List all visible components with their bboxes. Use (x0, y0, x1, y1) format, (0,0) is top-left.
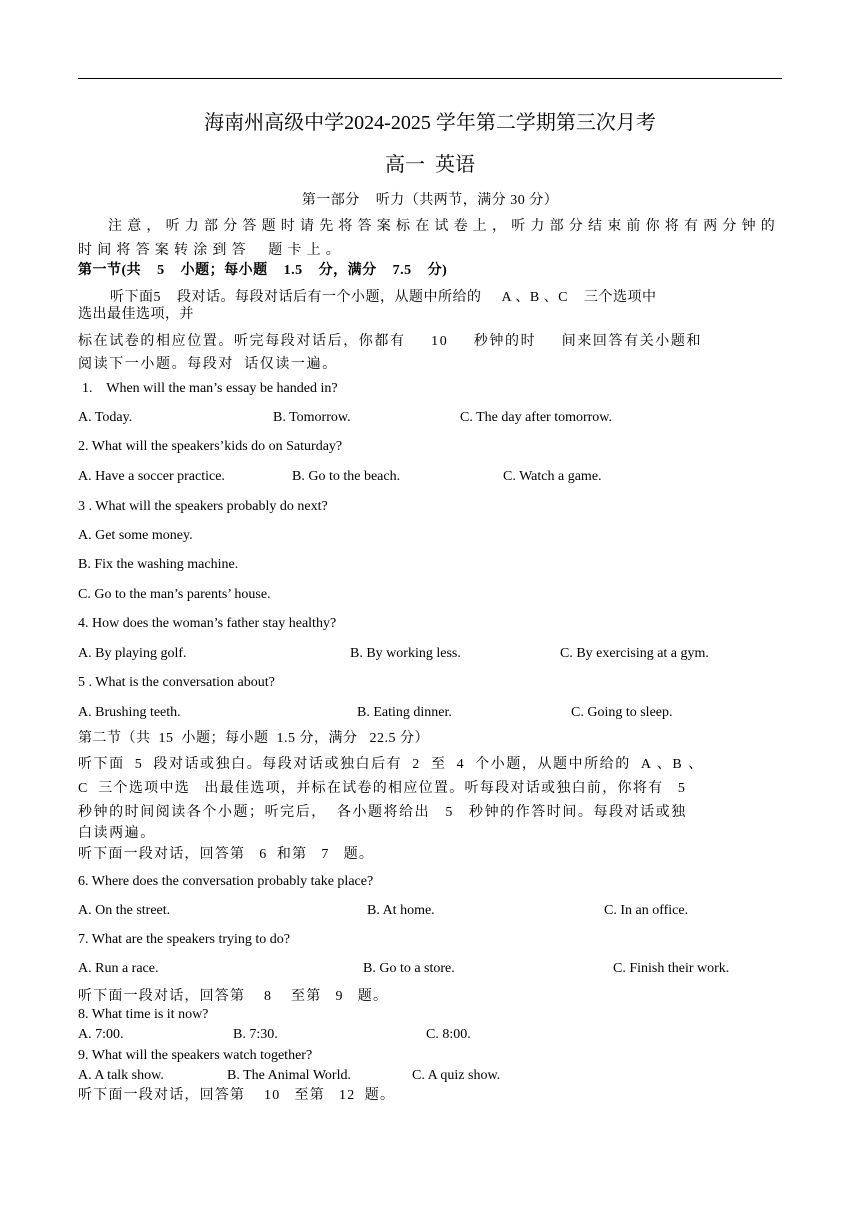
q9-option-a: A. A talk show. (78, 1068, 164, 1083)
section2-instr-line1: 听下面 5 段对话或独白。每段对话或独白后有 2 至 4 个小题，从题中所给的 A 、B 、 (78, 757, 704, 772)
q2-option-c: C. Watch a game. (503, 469, 602, 484)
q2-option-a: A. Have a soccer practice. (78, 469, 225, 484)
q4-option-a: A. By playing golf. (78, 646, 187, 661)
part1-heading: 第一部分 听力（共两节，满分 30 分） (301, 193, 559, 208)
q2-option-b: B. Go to the beach. (292, 469, 401, 484)
section1-instr-line3: 标在试卷的相应位置。听完每段对话后，你都有 10 秒钟的时 间来回答有关小题和 (78, 334, 703, 349)
q5-option-c: C. Going to sleep. (571, 705, 673, 720)
q7-option-b: B. Go to a store. (363, 961, 455, 976)
q3-option-a: A. Get some money. (78, 528, 193, 543)
q5-option-b: B. Eating dinner. (357, 705, 452, 720)
top-rule (78, 78, 782, 79)
question-9: 9. What will the speakers watch together? (78, 1048, 313, 1063)
section2-instr-line4: 白读两遍。 (78, 826, 156, 841)
q3-option-c: C. Go to the man’s parents’ house. (78, 587, 271, 602)
question-5: 5 . What is the conversation about? (78, 675, 275, 690)
q4-option-b: B. By working less. (350, 646, 461, 661)
section2-heading: 第二节（共 15 小题；每小题 1.5 分，满分 22.5 分） (78, 731, 429, 746)
q6-option-a: A. On the street. (78, 903, 171, 918)
q9-option-b: B. The Animal World. (227, 1068, 351, 1083)
q1-option-a: A. Today. (78, 410, 133, 425)
part1-note-line2: 时间将答案转涂到答 题卡上。 (78, 243, 345, 258)
group-8-9-instruction: 听下面一段对话，回答第 8 至第 9 题。 (78, 989, 389, 1004)
q8-option-c: C. 8:00. (426, 1027, 471, 1042)
section1-instr-line2: 选出最佳选项，并 (78, 307, 194, 322)
q9-option-c: C. A quiz show. (412, 1068, 501, 1083)
section2-instr-line3: 秒钟的时间阅读各个小题；听完后， 各小题将给出 5 秒钟的作答时间。每段对话或独 (78, 805, 687, 820)
question-1: 1. When will the man’s essay be handed in? (82, 381, 338, 396)
exam-subtitle: 高一 英语 (385, 154, 475, 176)
q8-option-b: B. 7:30. (233, 1027, 278, 1042)
section2-instr-line2: C 三个选项中选 出最佳选项，并标在试卷的相应位置。听每段对话或独白前，你将有 5 (78, 781, 687, 796)
question-4: 4. How does the woman’s father stay healthy? (78, 616, 337, 631)
question-3: 3 . What will the speakers probably do next? (78, 499, 328, 514)
section1-instr-line1: 听下面5 段对话。每段对话后有一个小题，从题中所给的 A 、B 、C 三个选项中 (110, 290, 657, 305)
section1-heading: 第一节(共 5 小题；每小题 1.5 分，满分 7.5 分) (78, 263, 448, 278)
part1-note-line1: 注意，听力部分答题时请先将答案标在试卷上，听力部分结束前你将有两分钟的 (108, 219, 780, 234)
q4-option-c: C. By exercising at a gym. (560, 646, 709, 661)
section1-instr-line4: 阅读下一小题。每段对 话仅读一遍。 (78, 357, 338, 372)
question-7: 7. What are the speakers trying to do? (78, 932, 291, 947)
question-6: 6. Where does the conversation probably take place? (78, 874, 374, 889)
group-6-7-instruction: 听下面一段对话，回答第 6 和第 7 题。 (78, 847, 375, 862)
q3-option-b: B. Fix the washing machine. (78, 557, 239, 572)
q5-option-a: A. Brushing teeth. (78, 705, 181, 720)
q8-option-a: A. 7:00. (78, 1027, 124, 1042)
exam-title: 海南州高级中学2024-2025 学年第二学期第三次月考 (204, 112, 656, 134)
q6-option-c: C. In an office. (604, 903, 689, 918)
q7-option-a: A. Run a race. (78, 961, 159, 976)
q6-option-b: B. At home. (367, 903, 435, 918)
q1-option-c: C. The day after tomorrow. (460, 410, 613, 425)
question-2: 2. What will the speakers’kids do on Saturday? (78, 439, 343, 454)
q1-option-b: B. Tomorrow. (273, 410, 351, 425)
q7-option-c: C. Finish their work. (613, 961, 730, 976)
question-8: 8. What time is it now? (78, 1007, 209, 1022)
group-10-12-instruction: 听下面一段对话，回答第 10 至第 12 题。 (78, 1088, 396, 1103)
